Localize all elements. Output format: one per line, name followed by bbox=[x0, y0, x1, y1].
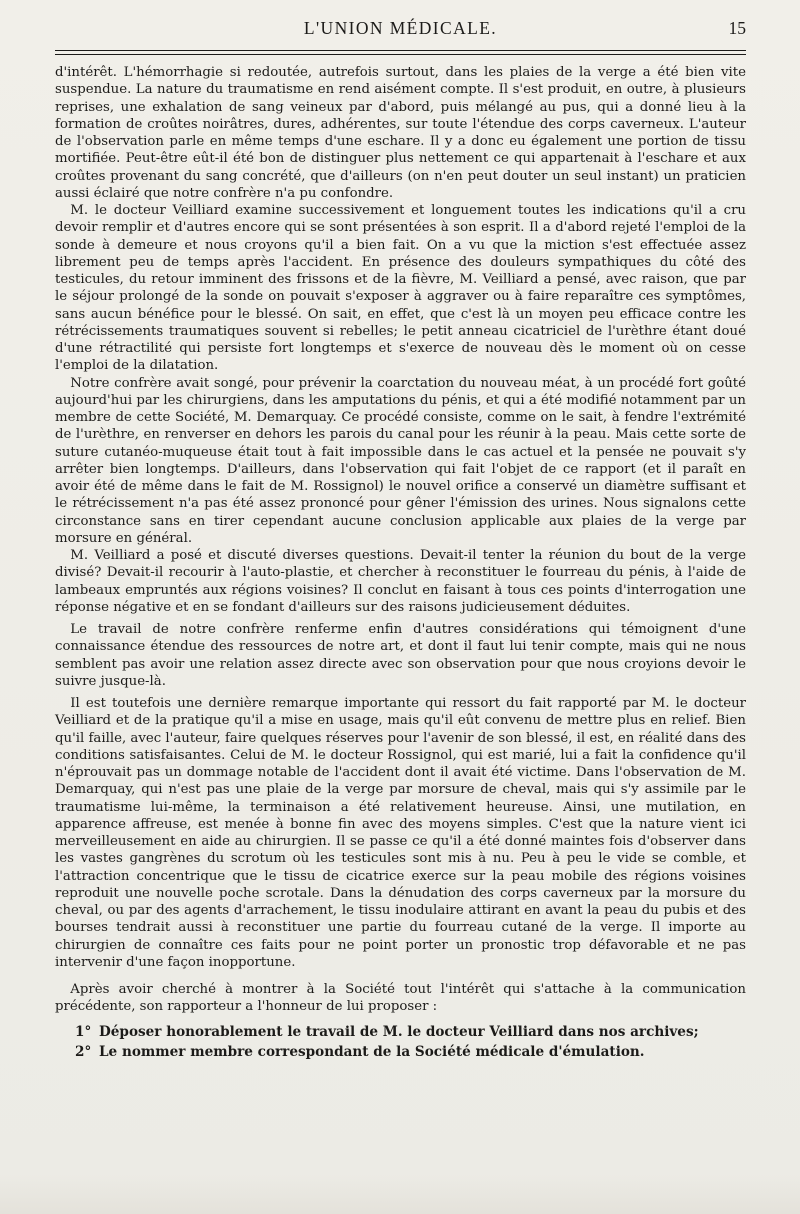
proposal-item bbox=[55, 1022, 746, 1042]
paragraph: Le travail de notre confrère renferme enfin d'autres considérations qui témoignent d'une connaissance étendue des ressources de notre art, et dont il faut lui tenir compte, mais qui ne nous semblent pas avoir une relation assez directe avec son observation pour que nous croyions devoir le suivre jusque-là. bbox=[55, 622, 746, 689]
page-bottom-shadow bbox=[0, 1174, 800, 1214]
paragraph: Notre confrère avait songé, pour prévenir la coarctation du nouveau méat, à un procédé fort goûté aujourd'hui par les chirurgiens, dans les amputations du pénis, et qui a été modifié notamment par un membre de cette Société, M. Demarquay. Ce procédé consiste, comme on le sait, à fendre l'extrémité de l'urèthre, en renverser en dehors les parois du canal pour les réunir à la peau. Mais cette sorte de suture cutanéo-muqueuse était tout à fait impossible dans le cas actuel et la pensée ne pouvait s'y arrêter bien longtemps. D'ailleurs, dans l'observation qui fait l'objet de ce rapport (et il paraît en avoir été de même dans le fait de M. Rossignol) le nouvel orifice a conservé un diamètre suffisant et le rétrécissement n'a pas été assez prononcé pour gêner l'émission des urines. Nous signalons cette circonstance sans en tirer cependant aucune conclusion applicable aux plaies de la verge par morsure en général. bbox=[55, 375, 746, 546]
header-rule-thin bbox=[55, 54, 746, 55]
proposal-item bbox=[55, 1042, 746, 1062]
page-number: 15 bbox=[728, 18, 746, 38]
proposal-number: 2° bbox=[75, 1043, 92, 1060]
proposal-number: 1° bbox=[75, 1023, 92, 1040]
proposal-text: Déposer honorablement le travail de M. le docteur Veilliard dans nos archives; bbox=[99, 1023, 699, 1040]
running-head bbox=[55, 18, 746, 44]
paragraph: d'intérêt. L'hémorrhagie si redoutée, autrefois surtout, dans les plaies de la verge a été bien vite suspendue. La nature du traumatisme en rend aisément compte. Il s'est produit, en outre, à plusieurs reprises, une exhalation de sang veineux par d'abord, puis mélangé au pus, qui a donné lieu à la formation de croûtes noirâtres, dures, adhérentes, sur toute l'étendue des corps caverneux. L'auteur de l'observation parle en même temps d'une eschare. Il y a donc eu également une portion de tissu mortifiée. Peut-être eût-il été bon de distinguer plus nettement ce qui appartenait à l'eschare et aux croûtes provenant du sang concrété, que d'ailleurs (on n'en peut douter un seul instant) un praticien aussi éclairé que notre confrère n'a pu confondre. bbox=[55, 65, 746, 201]
paragraph: M. le docteur Veilliard examine successivement et longuement toutes les indications qu'il a cru devoir remplir et d'autres encore qui se sont présentées à son esprit. Il a d'abord rejeté l'emploi de la sonde à demeure et nous croyons qu'il a bien fait. On a vu que la miction s'est effectuée assez librement peu de temps après l'accident. En présence des douleurs sympathiques du côté des testicules, du retour imminent des frissons et de la fièvre, M. Veilliard a pensé, avec raison, que par le séjour prolongé de la sonde on pouvait s'exposer à aggraver ou à faire reparaître ces symptômes, sans aucun bénéfice pour le blessé. On sait, en effet, que c'est là un moyen peu efficace contre les rétrécissements traumatiques souvent si rebelles; le petit anneau cicatriciel de l'urèthre étant doué d'une rétractilité qui persiste fort longtemps et s'exerce de nouveau dès le moment où on cesse l'emploi de la dilatation. bbox=[55, 203, 746, 374]
running-title: L'UNION MÉDICALE. bbox=[303, 18, 498, 38]
proposal-text: Le nommer membre correspondant de la Société médicale d'émulation. bbox=[99, 1043, 645, 1060]
proposal-list bbox=[55, 1022, 746, 1062]
article-body bbox=[55, 64, 746, 1062]
paragraph: Il est toutefois une dernière remarque importante qui ressort du fait rapporté par M. le docteur Veilliard et de la pratique qu'il a mise en usage, mais qu'il eût convenu de mettre plus en relief. Bien qu'il faille, avec l'auteur, faire quelques réserves pour l'avenir de son blessé, il est, en réalité dans des conditions satisfaisantes. Celui de M. le docteur Rossignol, qui est marié, lui a fait la confidence qu'il n'éprouvait pas un dommage notable de l'accident dont il avait été victime. Dans l'observation de M. Demarquay, qui n'est pas une plaie de la verge par morsure de cheval, mais qui s'y assimile par le traumatisme lui-même, la terminaison a été relativement heureuse. Ainsi, une mutilation, en apparence affreuse, est menée à bonne fin avec des moyens simples. C'est que la nature vient ici merveilleusement en aide au chirurgien. Il se passe ce qu'il a été donné maintes fois d'observer dans les vastes gangrènes du scrotum où les testicules sont mis à nu. Peu à peu le vide se comble, et l'attraction concentrique que le tissu de cicatrice exerce sur la peau mobile des régions voisines reproduit une nouvelle poche scrotale. Dans la dénudation des corps caverneux par la morsure du cheval, ou par des agents d'arrachement, le tissu inodulaire attirant en avant la peau du pubis et des bourses tendrait aussi à reconstituer une partie du fourreau cutané de la verge. Il importe au chirurgien de connaître ces faits pour ne point porter un pronostic trop défavorable et ne pas intervenir d'une façon inopportune. bbox=[55, 696, 746, 970]
paragraph: M. Veilliard a posé et discuté diverses questions. Devait-il tenter la réunion du bout de la verge divisé? Devait-il recourir à l'auto-plastie, et chercher à reconstituer le fourreau du pénis, à l'aide de lambeaux empruntés aux régions voisines? Il conclut en faisant à tous ces points d'interrogation une réponse négative et en se fondant d'ailleurs sur des raisons judicieusement déduites. bbox=[55, 548, 746, 615]
header-rule bbox=[55, 50, 746, 51]
paragraph: Après avoir cherché à montrer à la Société tout l'intérêt qui s'attache à la communication précédente, son rapporteur a l'honneur de lui proposer : bbox=[55, 982, 746, 1015]
